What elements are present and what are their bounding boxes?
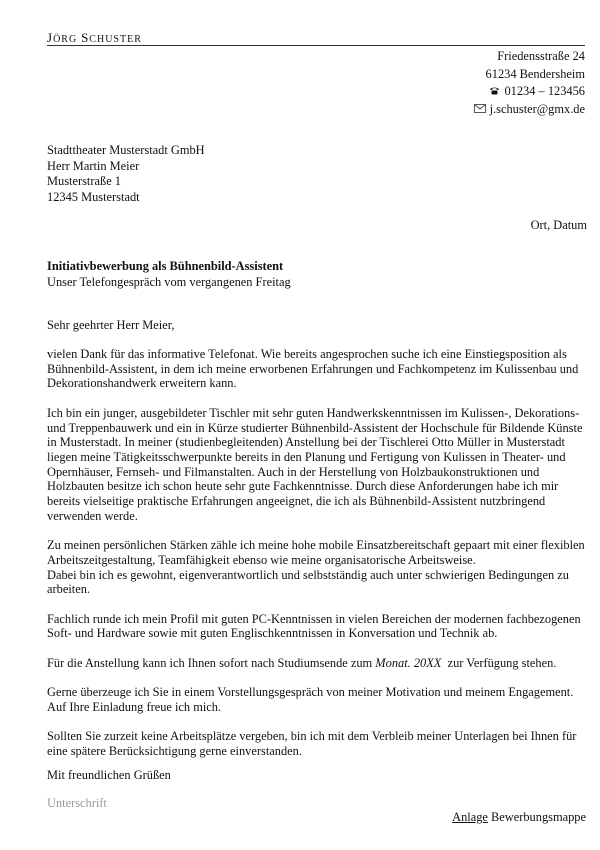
salutation: Sehr geehrter Herr Meier, [47, 318, 175, 332]
sender-city: 61234 Bendersheim [485, 66, 585, 81]
body-paragraph [47, 538, 592, 597]
attachment-label: Anlage [452, 810, 488, 824]
letter-body [47, 347, 592, 773]
body-paragraph [47, 685, 592, 714]
body-sentence: Dabei bin ich es gewohnt, eigenverantwortlich und selbstständig auch unter schwierigen Bedingungen zu arbeiten. [47, 567, 569, 597]
subject-title: Initiativbewerbung als Bühnenbild-Assistent [47, 259, 284, 273]
envelope-icon [474, 101, 486, 119]
header-divider [47, 45, 585, 46]
recipient-city: 12345 Musterstadt [47, 189, 140, 204]
body-paragraph: vielen Dank für das informative Telefonat. Wie bereits angesprochen suche ich eine Einstiegsposition als Bühnenbild-Assistent, in dem ich meine erworbenen Erfahrungen und Fachkompetenz im Kulissenbau und Dekorationshandwerk erweitern kann. [47, 347, 579, 391]
recipient-company: Stadttheater Musterstadt GmbH [47, 143, 205, 157]
body-text: Für die Anstellung kann ich Ihnen sofort nach Studiumsende zum [47, 655, 376, 670]
recipient-street: Musterstraße 1 [47, 174, 121, 188]
body-sentence: Zu meinen persönlichen Stärken zähle ich meine hohe mobile Einsatzbereitschaft gepaart mit einer flexiblen Arbeitszeitgestaltung, Teamfähigkeit ebenso wie meine organisatorische Arbeitsweise. [47, 538, 585, 567]
sender-street: Friedensstraße 24 [497, 49, 585, 63]
signature-placeholder: Unterschrift [47, 796, 107, 810]
letter-date: Ort, Datum [530, 218, 587, 232]
body-text: zur Verfügung stehen. [441, 655, 557, 670]
body-sentence: Auf Ihre Einladung freue ich mich. [47, 699, 222, 714]
body-paragraph: Fachlich runde ich mein Profil mit guten PC-Kenntnissen in vielen Bereichen der modernen fachbezogenen Soft- und Hardware sowie mit guten Englischkenntnissen in Konversation und Technik ab. [47, 611, 581, 641]
recipient-person: Herr Martin Meier [47, 158, 140, 173]
sender-name-header: JÖRG SCHUSTER [47, 30, 142, 45]
body-sentence: Gerne überzeuge ich Sie in einem Vorstellungsgespräch von meiner Motivation und meinem Engagement. [47, 685, 574, 700]
recipient-address [47, 143, 205, 205]
subject-subtitle: Unser Telefongespräch vom vergangenen Freitag [47, 274, 291, 289]
body-paragraph: Ich bin ein junger, ausgebildeter Tischler mit sehr guten Handwerkskenntnissen im Kulissen-, Dekorations- und Treppenbauwerk und ein in Kürze studierter Bühnenbild-Assistent der Hochschule für Bildende Künste in Musterstadt. In meiner (studienbegleitenden) Anstellung bei der Tischlerei Otto Müller in Musterstadt liegen meine Tätigkeitsschwerpunkte bereits in den Planung und Fertigung von Kulissen in Theater- und Opernhäuser, Fernseh- und Filmanstalten. Auch in der Herstellung von Holzbaukonstruktionen und Holzbauten besitze ich schon heute sehr gute Fachkenntnisse. Durch diese Anforderungen habe ich mir bereits vielseitige praktische Erfahrungen angeeignet, die ich als Bühnenbild-Assistent nutzbringend verwenden werde. [47, 405, 583, 523]
attachment-text: Bewerbungsmappe [487, 810, 586, 824]
subject-block [47, 259, 291, 290]
sender-email[interactable]: j.schuster@gmx.de [489, 101, 585, 116]
attachment-note [452, 810, 586, 825]
placeholder-date: Monat. 20XX [375, 655, 442, 670]
sender-phone: 01234 – 123456 [504, 84, 585, 98]
sender-address [474, 48, 585, 119]
closing: Mit freundlichen Grüßen [47, 768, 171, 782]
body-paragraph [47, 656, 592, 671]
phone-icon [489, 83, 500, 101]
body-paragraph: Sollten Sie zurzeit keine Arbeitsplätze vergeben, bin ich mit dem Verbleib meiner Unterlagen bei Ihnen für eine spätere Berücksichtigung gerne einverstanden. [47, 729, 577, 758]
sender-email-line [474, 101, 585, 119]
sender-phone-line [474, 83, 585, 101]
